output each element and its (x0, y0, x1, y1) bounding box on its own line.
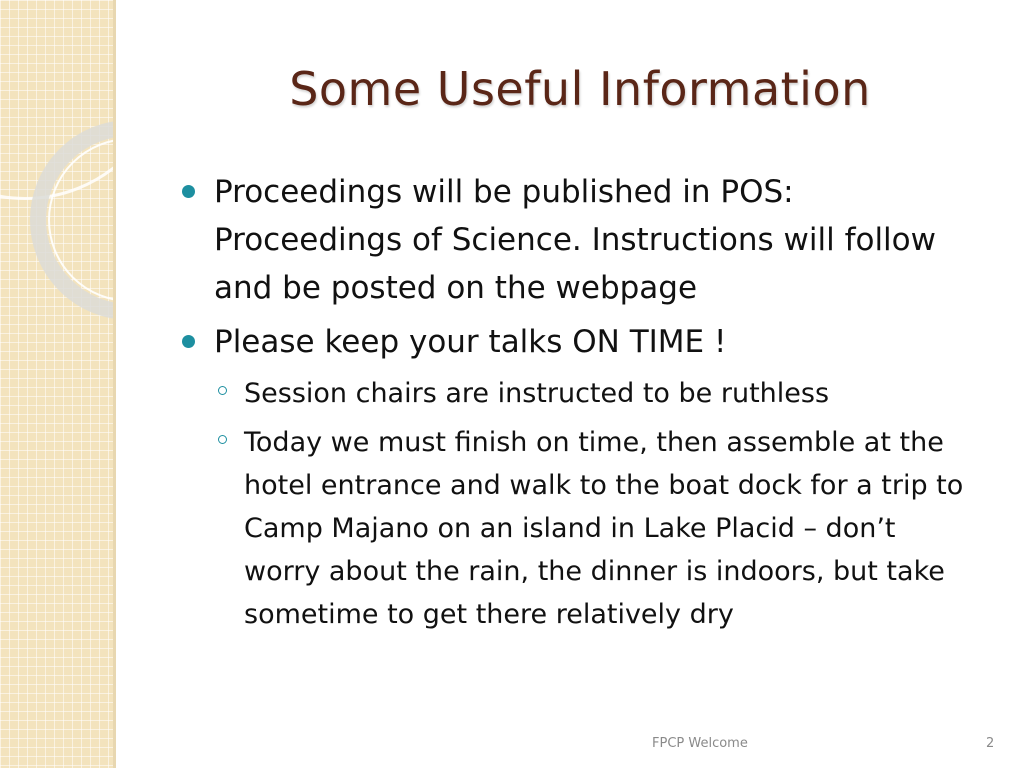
bullet-dot-icon (182, 335, 195, 348)
sub-bullet-item (214, 421, 976, 636)
side-panel-edge (113, 0, 116, 768)
sub-bullet-ring-icon (218, 435, 227, 444)
footer-text: FPCP Welcome (652, 736, 748, 751)
page-number: 2 (986, 736, 995, 751)
sub-bullet-text: Today we must finish on time, then assemble at the hotel entrance and walk to the boat dock for a trip to Camp Majano on an island in Lake Placid – don’t worry about the rain, the dinner is indoors, but take sometime to get there relatively dry (244, 427, 964, 630)
bullet-item (176, 318, 976, 366)
sub-bullet-ring-icon (218, 386, 227, 395)
bullet-item (176, 168, 976, 312)
sub-bullet-item (214, 372, 976, 415)
bullet-text: Proceedings will be published in POS: Proceedings of Science. Instructions will follow and be posted on the webpage (214, 174, 936, 306)
sub-bullet-text: Session chairs are instructed to be ruthless (244, 378, 830, 409)
slide-content (176, 168, 976, 642)
slide-title: Some Useful Information (289, 62, 871, 116)
decorative-side-panel (0, 0, 113, 768)
bullet-dot-icon (182, 185, 195, 198)
bullet-text: Please keep your talks ON TIME ! (214, 324, 727, 360)
